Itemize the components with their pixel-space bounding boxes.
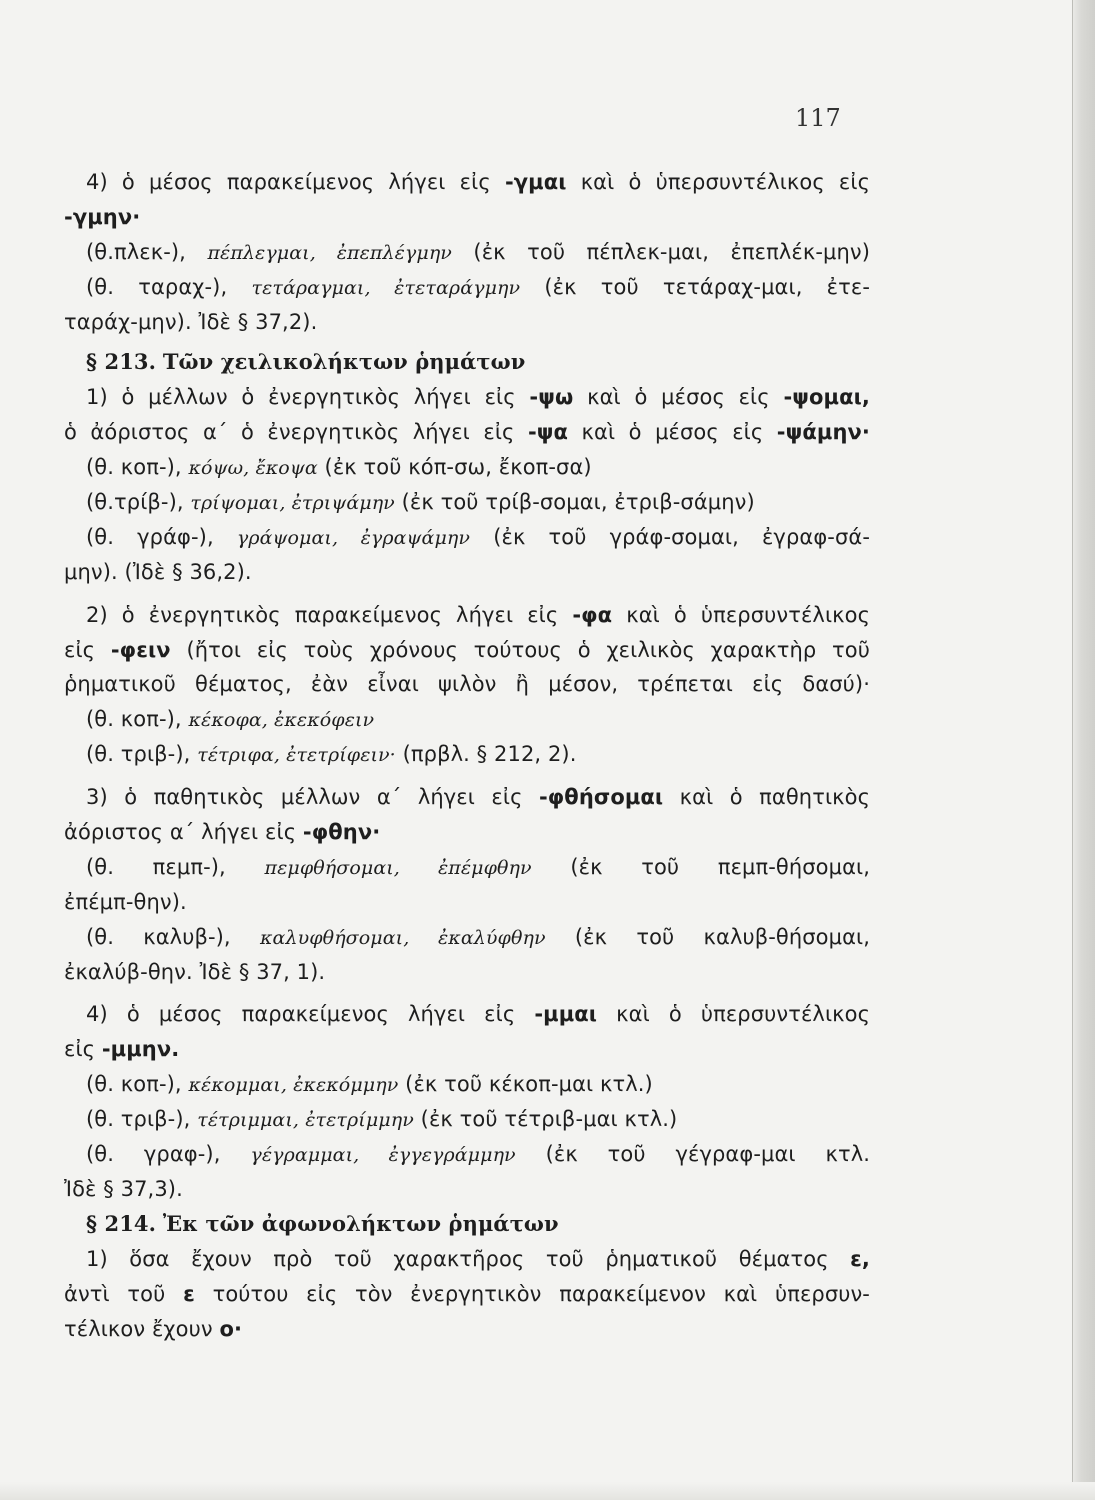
text-line: (θ. κοπ-), κόψω, ἔκοψα (ἐκ τοῦ κόπ-σω, ἔκοπ-σα) (86, 455, 592, 480)
text-line: -γμην· (64, 204, 141, 229)
text-line: τέλικον ἔχουν ο· (64, 1316, 243, 1341)
page-body (64, 165, 870, 1346)
text-line: 4) ὁ μέσος παρακείμενος λήγει εἰς -γμαι καὶ ὁ ὑπερσυντέλικος εἰς (86, 170, 871, 194)
text-line: (θ. ταραχ-), τετάραγμαι, ἐτεταράγμην (ἐκ τοῦ τετάραχ-μαι, ἐτε- (86, 274, 870, 299)
text-line: (θ. πεμπ-), πεμφθήσομαι, ἐπέμφθην (ἐκ τοῦ πεμπ-θήσομαι, (86, 854, 871, 879)
text-line: ὁ ἀόριστος α΄ ὁ ἐνεργητικὸς λήγει εἰς -ψα καὶ ὁ μέσος εἰς -ψάμην· (64, 420, 870, 445)
section-heading-214: § 214. Ἐκ τῶν ἀφωνολήκτων ῥημάτων (86, 1210, 559, 1236)
text-line: (θ. τριβ-), τέτριφα, ἐτετρίφειν· (πρβλ. § 212, 2). (86, 742, 577, 767)
text-line: ἐκαλύβ-θην. Ἰδὲ § 37, 1). (64, 959, 326, 984)
text-line: ἐπέμπ-θην). (64, 889, 187, 914)
text-line: εἰς -φειν (ἤτοι εἰς τοὺς χρόνους τούτους ὁ χειλικὸς χαρακτὴρ τοῦ (64, 637, 870, 662)
text-line: (θ. καλυβ-), καλυφθήσομαι, ἐκαλύφθην (ἐκ τοῦ καλυβ-θήσομαι, (86, 924, 871, 949)
text-line: μην). (Ἰδὲ § 36,2). (64, 559, 252, 584)
text-line: (θ.πλεκ-), πέπλεγμαι, ἐπεπλέγμην (ἐκ τοῦ πέπλεκ-μαι, ἐπεπλέκ-μην) (86, 239, 870, 264)
text-line: (θ. κοπ-), κέκοφα, ἐκεκόφειν (86, 707, 375, 732)
text-line: (θ. γραφ-), γέγραμμαι, ἐγγεγράμμην (ἐκ τοῦ γέγραφ-μαι κτλ. (86, 1142, 870, 1167)
text-line: (θ. γράφ-), γράψομαι, ἐγραψάμην (ἐκ τοῦ γράφ-σομαι, ἐγραφ-σά- (86, 524, 870, 549)
page-edge-bottom (0, 1482, 1095, 1500)
text-line: Ἰδὲ § 37,3). (64, 1176, 183, 1201)
text-line: 3) ὁ παθητικὸς μέλλων α΄ λήγει εἰς -φθήσομαι καὶ ὁ παθητικὸς (86, 785, 870, 810)
text-line: 1) ὁ μέλλων ὁ ἐνεργητικὸς λήγει εἰς -ψω καὶ ὁ μέσος εἰς -ψομαι, (86, 385, 870, 410)
section-heading-213: § 213. Τῶν χειλικολήκτων ῥημάτων (86, 349, 526, 375)
text-line: ῥηματικοῦ θέματος, ἐὰν εἶναι ψιλὸν ἢ μέσον, τρέπεται εἰς δασύ)· (64, 672, 870, 697)
text-line: 4) ὁ μέσος παρακείμενος λήγει εἰς -μμαι καὶ ὁ ὑπερσυντέλικος (86, 1002, 871, 1027)
text-line: (θ. κοπ-), κέκομμαι, ἐκεκόμμην (ἐκ τοῦ κέκοπ-μαι κτλ.) (86, 1072, 653, 1097)
text-line: 1) ὅσα ἔχουν πρὸ τοῦ χαρακτῆρος τοῦ ῥηματικοῦ θέματος ε, (86, 1246, 870, 1271)
text-line: (θ.τρίβ-), τρίψομαι, ἐτριψάμην (ἐκ τοῦ τρίβ-σομαι, ἐτριβ-σάμην) (86, 490, 755, 515)
text-line: ταράχ-μην). Ἰδὲ § 37,2). (64, 309, 318, 334)
page-edge (1072, 0, 1095, 1500)
text-line: ἀόριστος α΄ λήγει εἰς -φθην· (64, 820, 381, 845)
text-line: ἀντὶ τοῦ ε τούτου εἰς τὸν ἐνεργητικὸν παρακείμενον καὶ ὑπερσυν- (64, 1281, 870, 1306)
text-line: 2) ὁ ἐνεργητικὸς παρακείμενος λήγει εἰς -φα καὶ ὁ ὑπερσυντέλικος (86, 602, 871, 627)
text-line: εἰς -μμην. (64, 1037, 180, 1062)
text-line: (θ. τριβ-), τέτριμμαι, ἐτετρίμμην (ἐκ τοῦ τέτριβ-μαι κτλ.) (86, 1107, 678, 1132)
page-number: 117 (795, 104, 841, 132)
